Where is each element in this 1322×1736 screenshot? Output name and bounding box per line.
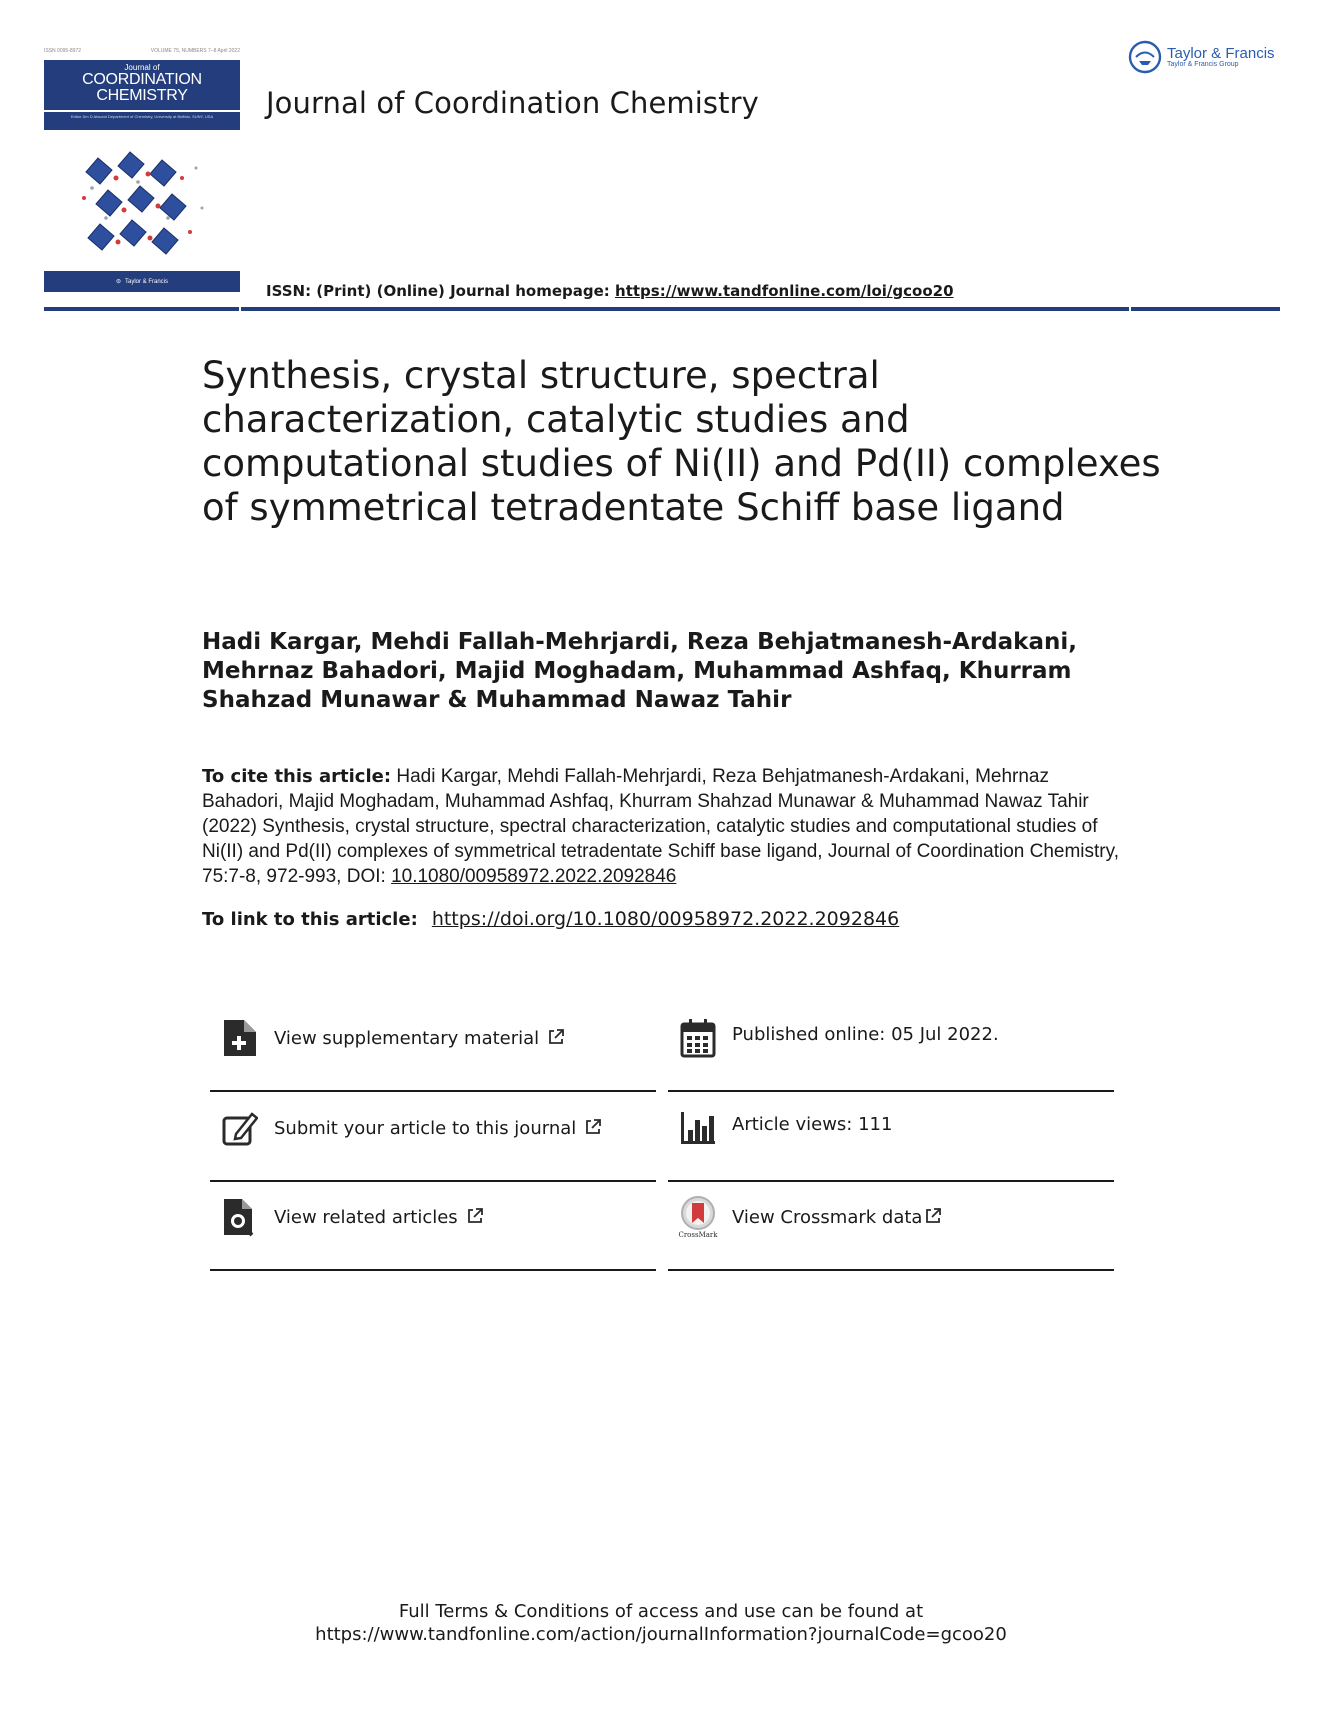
external-link-icon bbox=[466, 1207, 484, 1225]
cover-issn: ISSN 0095-8972 bbox=[44, 48, 81, 54]
footer-terms-url[interactable]: https://www.tandfonline.com/action/journalInformation?journalCode=gcoo20 bbox=[315, 1624, 1007, 1645]
article-doi-url[interactable]: https://doi.org/10.1080/00958972.2022.2092846 bbox=[431, 908, 900, 930]
file-plus-icon bbox=[222, 1018, 258, 1058]
external-link-icon bbox=[547, 1028, 565, 1046]
cover-editor: Editor Jim D Atwood Department of Chemistry, University at Buffalo, SUNY, USA bbox=[44, 112, 240, 130]
article-title: Synthesis, crystal structure, spectral characterization, catalytic studies and computational studies of Ni(II) and Pd(II) complexes of symmetrical tetradentate Schiff base ligand bbox=[202, 354, 1161, 529]
publisher-logo-text bbox=[1167, 46, 1275, 68]
cover-publisher: Taylor & Francis bbox=[125, 278, 169, 285]
article-authors: Hadi Kargar, Mehdi Fallah-Mehrjardi, Reza Behjatmanesh-Ardakani, Mehrnaz Bahadori, Majid Moghadam, Muhammad Ashfaq, Khurram Shahzad Munawar & Muhammad Nawaz Tahir bbox=[202, 629, 1077, 713]
crossmark-label: View Crossmark data bbox=[732, 1207, 923, 1228]
search-document-icon bbox=[222, 1197, 258, 1237]
published-online bbox=[668, 1004, 1114, 1092]
journal-homepage-link[interactable]: https://www.tandfonline.com/loi/gcoo20 bbox=[615, 282, 954, 300]
view-related-articles[interactable] bbox=[210, 1183, 656, 1271]
crossmark-caption: CrossMark bbox=[678, 1231, 718, 1239]
crossmark-icon bbox=[678, 1195, 718, 1239]
cover-name-line1: COORDINATION bbox=[82, 71, 202, 88]
cover-publisher-icon: ⊜ bbox=[115, 279, 121, 285]
submit-label-wrap bbox=[274, 1118, 602, 1139]
crossmark-label-wrap bbox=[732, 1207, 942, 1228]
edit-icon bbox=[222, 1108, 258, 1148]
submit-article-to-journal[interactable] bbox=[210, 1094, 656, 1182]
views-label: Article views: 111 bbox=[732, 1114, 893, 1135]
supplementary-label: View supplementary material bbox=[274, 1028, 540, 1049]
external-link-icon bbox=[584, 1118, 602, 1136]
terms-footer bbox=[0, 1600, 1322, 1646]
bar-chart-icon bbox=[680, 1108, 716, 1148]
cite-label: To cite this article: bbox=[202, 766, 392, 787]
view-crossmark-data[interactable] bbox=[668, 1183, 1114, 1271]
publisher-logo[interactable] bbox=[1128, 40, 1275, 74]
related-label: View related articles bbox=[274, 1207, 458, 1228]
cover-journal-of: Journal of bbox=[124, 63, 160, 72]
view-supplementary-material[interactable] bbox=[210, 1004, 656, 1092]
link-label: To link to this article: bbox=[202, 909, 418, 930]
cover-issn-strip bbox=[44, 48, 240, 58]
article-views bbox=[668, 1094, 1114, 1182]
cover-masthead bbox=[44, 60, 240, 110]
cover-name-line2: CHEMISTRY bbox=[96, 87, 188, 104]
issn-label: ISSN: (Print) (Online) Journal homepage: bbox=[266, 282, 610, 300]
supplementary-label-wrap bbox=[274, 1028, 565, 1049]
related-label-wrap bbox=[274, 1207, 484, 1228]
issn-line bbox=[266, 282, 954, 300]
taylor-francis-logo-icon bbox=[1128, 40, 1162, 74]
published-label: Published online: 05 Jul 2022. bbox=[732, 1024, 999, 1045]
article-link-line bbox=[202, 908, 899, 930]
calendar-icon bbox=[680, 1018, 716, 1058]
header-divider bbox=[44, 307, 1280, 311]
footer-line1: Full Terms & Conditions of access and use can be found at bbox=[398, 1601, 924, 1622]
publisher-name: Taylor & Francis bbox=[1167, 45, 1275, 62]
journal-cover-thumbnail bbox=[44, 48, 240, 292]
crystal-structure-illustration bbox=[78, 148, 218, 260]
cover-publisher-band bbox=[44, 271, 240, 292]
journal-title[interactable]: Journal of Coordination Chemistry bbox=[266, 86, 759, 120]
cite-text: Hadi Kargar, Mehdi Fallah-Mehrjardi, Reza Behjatmanesh-Ardakani, Mehrnaz Bahadori, Majid Moghadam, Muhammad Ashfaq, Khurram Shahzad Munawar & Muhammad Nawaz Tahir (2022) Synthesis, crystal structure, spectral characterization, catalytic studies and computational studies of Ni(II) and Pd(II) complexes of symmetrical tetradentate Schiff base ligand, Journal of Coordination Chemistry, 75:7-8, 972-993, DOI: bbox=[202, 766, 1119, 887]
citation-block bbox=[202, 764, 1132, 889]
cite-doi-link[interactable]: 10.1080/00958972.2022.2092846 bbox=[391, 866, 677, 887]
publisher-group: Taylor & Francis Group bbox=[1167, 61, 1239, 68]
cover-volume: VOLUME 75, NUMBERS 7–8 April 2022 bbox=[150, 48, 240, 54]
submit-label: Submit your article to this journal bbox=[274, 1118, 577, 1139]
external-link-icon bbox=[924, 1207, 942, 1225]
